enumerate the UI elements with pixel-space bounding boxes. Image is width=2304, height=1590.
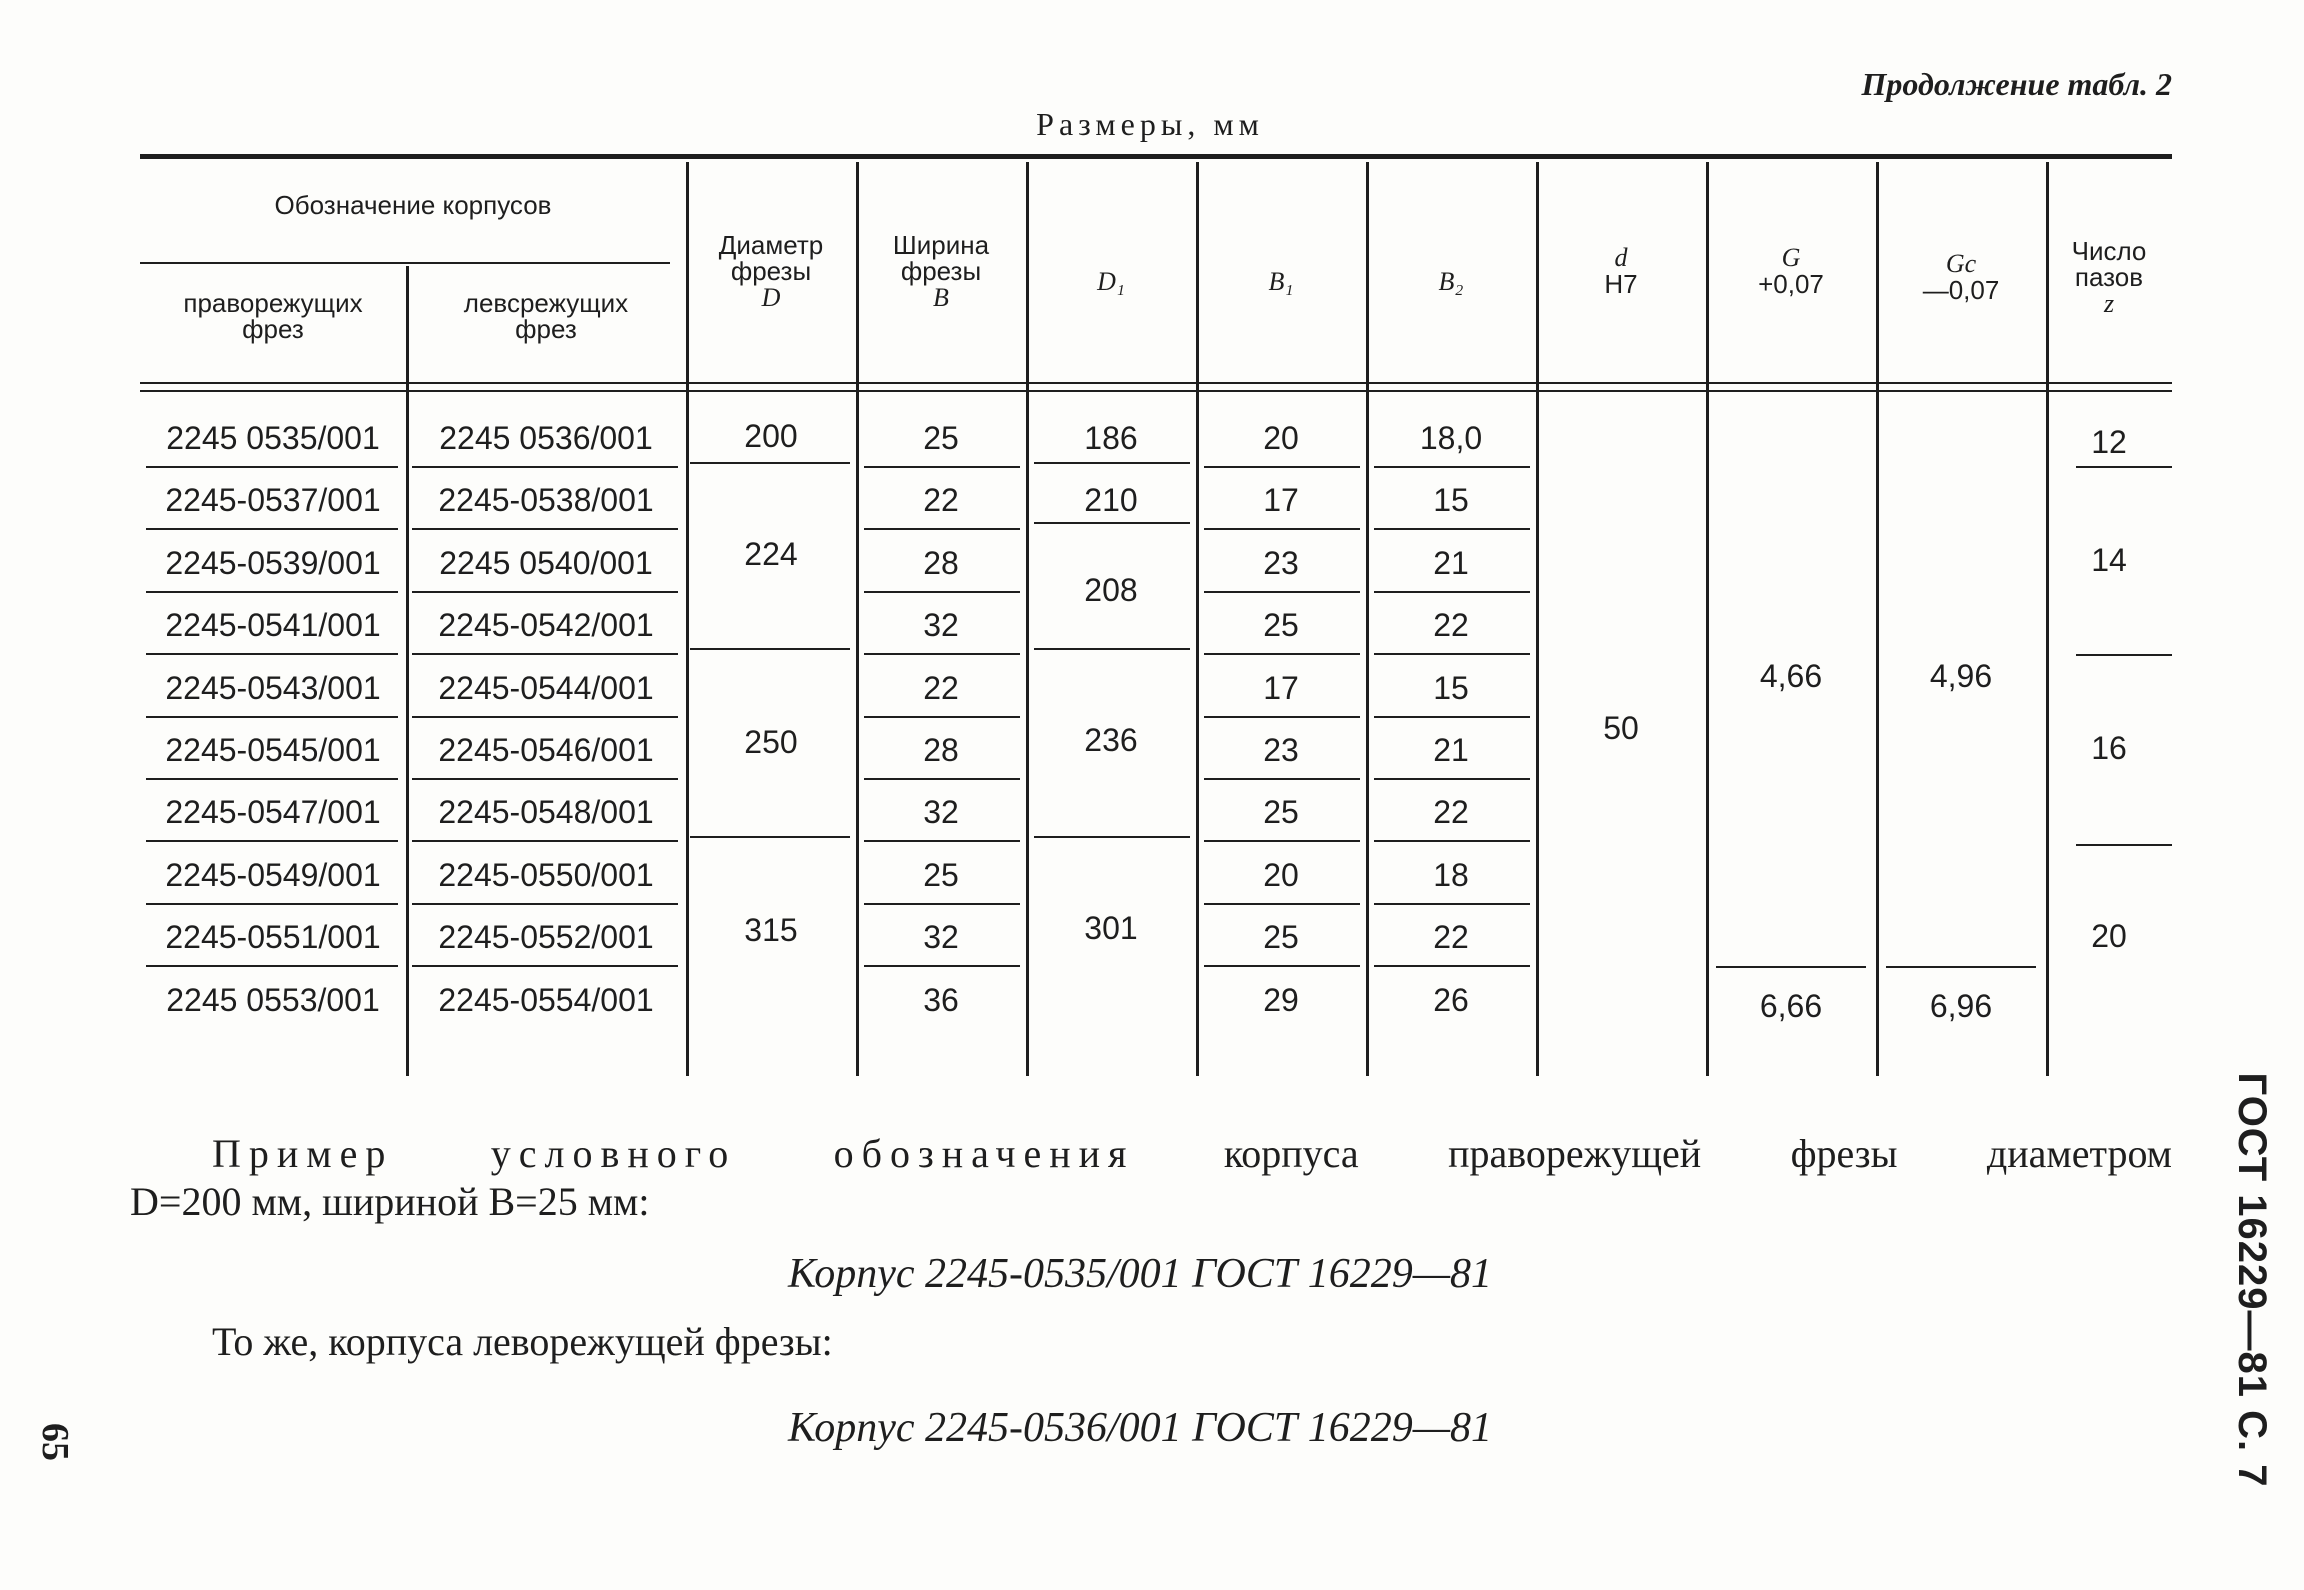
- row-rule: [146, 965, 398, 967]
- row-rule: [146, 528, 398, 530]
- cell-right-designation: 2245-0537/001: [165, 482, 381, 518]
- rule-z-2: [2076, 654, 2172, 656]
- cell-z-12: 12: [2091, 424, 2127, 460]
- cell-d1-208: 208: [1084, 572, 1138, 608]
- header-width: Ширина фрезы B: [892, 230, 990, 312]
- row-rule: [1374, 591, 1530, 593]
- cell-width-b: 25: [923, 420, 959, 456]
- cell-b1: 23: [1263, 732, 1299, 768]
- example-paragraph: [130, 1130, 2172, 1226]
- cell-left-designation: 2245-0542/001: [438, 607, 654, 643]
- cell-hole-d: 50: [1603, 710, 1639, 746]
- cell-b1: 23: [1263, 545, 1299, 581]
- cell-z-16: 16: [2091, 730, 2127, 766]
- cell-b1: 17: [1263, 670, 1299, 706]
- cell-right-designation: 2245-0541/001: [165, 607, 381, 643]
- cell-right-designation: 2245-0543/001: [165, 670, 381, 706]
- cell-d-224: 224: [744, 536, 798, 572]
- cell-b1: 29: [1263, 982, 1299, 1018]
- row-rule: [1204, 840, 1360, 842]
- vline-8: [1706, 162, 1709, 1076]
- cell-b2: 15: [1433, 482, 1469, 518]
- cell-right-designation: 2245-0539/001: [165, 545, 381, 581]
- cell-b1: 25: [1263, 607, 1299, 643]
- cell-width-b: 25: [923, 857, 959, 893]
- row-rule: [412, 903, 678, 905]
- cell-left-designation: 2245-0552/001: [438, 919, 654, 955]
- cell-width-b: 32: [923, 919, 959, 955]
- header-d: d H7: [1604, 243, 1638, 299]
- cell-right-designation: 2245 0553/001: [166, 982, 380, 1018]
- row-rule: [1204, 903, 1360, 905]
- cell-d1-301: 301: [1084, 910, 1138, 946]
- cell-right-designation: 2245-0549/001: [165, 857, 381, 893]
- cell-right-designation: 2245 0535/001: [166, 420, 380, 456]
- example-intro-rest: корпуса праворежущей фрезы диаметром: [1223, 1131, 2172, 1176]
- row-rule: [146, 778, 398, 780]
- rule-z-1: [2076, 466, 2172, 468]
- continuation-label: Продолжение табл. 2: [1861, 66, 2172, 102]
- row-rule: [1374, 778, 1530, 780]
- cell-left-designation: 2245-0548/001: [438, 794, 654, 830]
- header-b1: B₁: [1268, 267, 1294, 296]
- cell-d-250: 250: [744, 724, 798, 760]
- row-rule: [864, 840, 1020, 842]
- row-rule: [864, 965, 1020, 967]
- cell-left-designation: 2245 0540/001: [439, 545, 653, 581]
- row-rule: [146, 653, 398, 655]
- rule-d1-4: [1034, 836, 1190, 838]
- cell-left-designation: 2245 0536/001: [439, 420, 653, 456]
- example-designation-2: Корпус 2245-0536/001 ГОСТ 16229—81: [787, 1405, 1493, 1451]
- same-left-text: То же, корпуса леворежущей фрезы:: [212, 1319, 833, 1364]
- row-rule: [1374, 466, 1530, 468]
- header-d1: D₁: [1097, 267, 1125, 296]
- cell-b2: 18,0: [1419, 420, 1483, 456]
- cell-b1: 20: [1263, 857, 1299, 893]
- group-subrule: [140, 262, 670, 264]
- row-rule: [146, 591, 398, 593]
- rule-d-1: [690, 462, 850, 464]
- example-intro-line2: D=200 мм, шириной B=25 мм:: [130, 1179, 650, 1224]
- header-bottom-rule-2: [140, 390, 2172, 392]
- row-rule: [1374, 653, 1530, 655]
- row-rule: [1374, 903, 1530, 905]
- cell-b2: 26: [1433, 982, 1469, 1018]
- rule-d1-2: [1034, 522, 1190, 524]
- cell-d1-236: 236: [1084, 722, 1138, 758]
- row-rule: [146, 466, 398, 468]
- cell-width-b: 32: [923, 794, 959, 830]
- row-rule: [1204, 528, 1360, 530]
- row-rule: [864, 466, 1020, 468]
- header-slots: Число пазов z: [2071, 236, 2147, 318]
- cell-g-1: 4,66: [1759, 658, 1823, 694]
- row-rule: [1374, 840, 1530, 842]
- row-rule: [864, 716, 1020, 718]
- cell-width-b: 32: [923, 607, 959, 643]
- cell-width-b: 28: [923, 732, 959, 768]
- cell-b2: 15: [1433, 670, 1469, 706]
- cell-gc-2: 6,96: [1929, 988, 1993, 1024]
- cell-right-designation: 2245-0551/001: [165, 919, 381, 955]
- header-gc: Gc —0,07: [1922, 249, 2000, 305]
- vline-7: [1536, 162, 1539, 1076]
- cell-right-designation: 2245-0547/001: [165, 794, 381, 830]
- row-rule: [146, 903, 398, 905]
- rule-d-3: [690, 836, 850, 838]
- row-rule: [1204, 778, 1360, 780]
- row-rule: [412, 716, 678, 718]
- cell-b1: 25: [1263, 919, 1299, 955]
- example-designation-1: Корпус 2245-0535/001 ГОСТ 16229—81: [787, 1251, 1493, 1297]
- cell-b2: 22: [1433, 919, 1469, 955]
- header-bottom-rule: [140, 382, 2172, 384]
- row-rule: [1374, 528, 1530, 530]
- cell-b2: 21: [1433, 732, 1469, 768]
- cell-d-315: 315: [744, 912, 798, 948]
- rule-d1-3: [1034, 648, 1190, 650]
- row-rule: [1204, 716, 1360, 718]
- row-rule: [412, 528, 678, 530]
- cell-d1-210: 210: [1084, 482, 1138, 518]
- row-rule: [412, 653, 678, 655]
- row-rule: [864, 591, 1020, 593]
- row-rule: [146, 840, 398, 842]
- table-top-rule: [140, 154, 2172, 159]
- cell-left-designation: 2245-0544/001: [438, 670, 654, 706]
- cell-right-designation: 2245-0545/001: [165, 732, 381, 768]
- cell-b1: 17: [1263, 482, 1299, 518]
- row-rule: [1374, 716, 1530, 718]
- rule-z-3: [2076, 844, 2172, 846]
- row-rule: [864, 528, 1020, 530]
- row-rule: [1374, 965, 1530, 967]
- row-rule: [412, 466, 678, 468]
- row-rule: [864, 778, 1020, 780]
- rule-d-2: [690, 648, 850, 650]
- row-rule: [864, 903, 1020, 905]
- cell-gc-1: 4,96: [1929, 658, 1993, 694]
- cell-b2: 22: [1433, 794, 1469, 830]
- cell-left-designation: 2245-0554/001: [438, 982, 654, 1018]
- row-rule: [412, 965, 678, 967]
- cell-left-designation: 2245-0546/001: [438, 732, 654, 768]
- header-group: Обозначение корпусов: [274, 190, 552, 220]
- page-number: 65: [34, 1423, 76, 1461]
- cell-b2: 18: [1433, 857, 1469, 893]
- row-rule: [412, 840, 678, 842]
- cell-d1-186: 186: [1084, 420, 1138, 456]
- cell-b1: 20: [1263, 420, 1299, 456]
- cell-left-designation: 2245-0538/001: [438, 482, 654, 518]
- cell-b2: 22: [1433, 607, 1469, 643]
- row-rule: [1204, 965, 1360, 967]
- cell-g-2: 6,66: [1759, 988, 1823, 1024]
- row-rule: [146, 716, 398, 718]
- cell-width-b: 22: [923, 482, 959, 518]
- cell-z-14: 14: [2091, 542, 2127, 578]
- row-rule: [864, 653, 1020, 655]
- row-rule: [1204, 653, 1360, 655]
- example-intro-spaced: Пример условного обозначения: [212, 1131, 1135, 1176]
- header-left-cutting: левсрежущих фрез: [463, 288, 629, 344]
- header-b2: B₂: [1438, 267, 1464, 296]
- rule-gc: [1886, 966, 2036, 968]
- header-g: G +0,07: [1758, 243, 1824, 299]
- cell-b1: 25: [1263, 794, 1299, 830]
- cell-b2: 21: [1433, 545, 1469, 581]
- row-rule: [1204, 466, 1360, 468]
- header-diameter: Диаметр фрезы D: [718, 230, 824, 312]
- cell-d-200: 200: [744, 418, 798, 454]
- row-rule: [412, 778, 678, 780]
- cell-width-b: 22: [923, 670, 959, 706]
- cell-z-20: 20: [2091, 918, 2127, 954]
- side-title: ГОСТ 16229—81 С. 7: [2230, 1072, 2274, 1488]
- cell-width-b: 36: [923, 982, 959, 1018]
- cell-width-b: 28: [923, 545, 959, 581]
- rule-d1-1: [1034, 462, 1190, 464]
- header-right-cutting: праворежущих фрез: [183, 288, 363, 344]
- rule-g: [1716, 966, 1866, 968]
- units-label: Размеры, мм: [1036, 106, 1264, 142]
- row-rule: [412, 591, 678, 593]
- row-rule: [1204, 591, 1360, 593]
- cell-left-designation: 2245-0550/001: [438, 857, 654, 893]
